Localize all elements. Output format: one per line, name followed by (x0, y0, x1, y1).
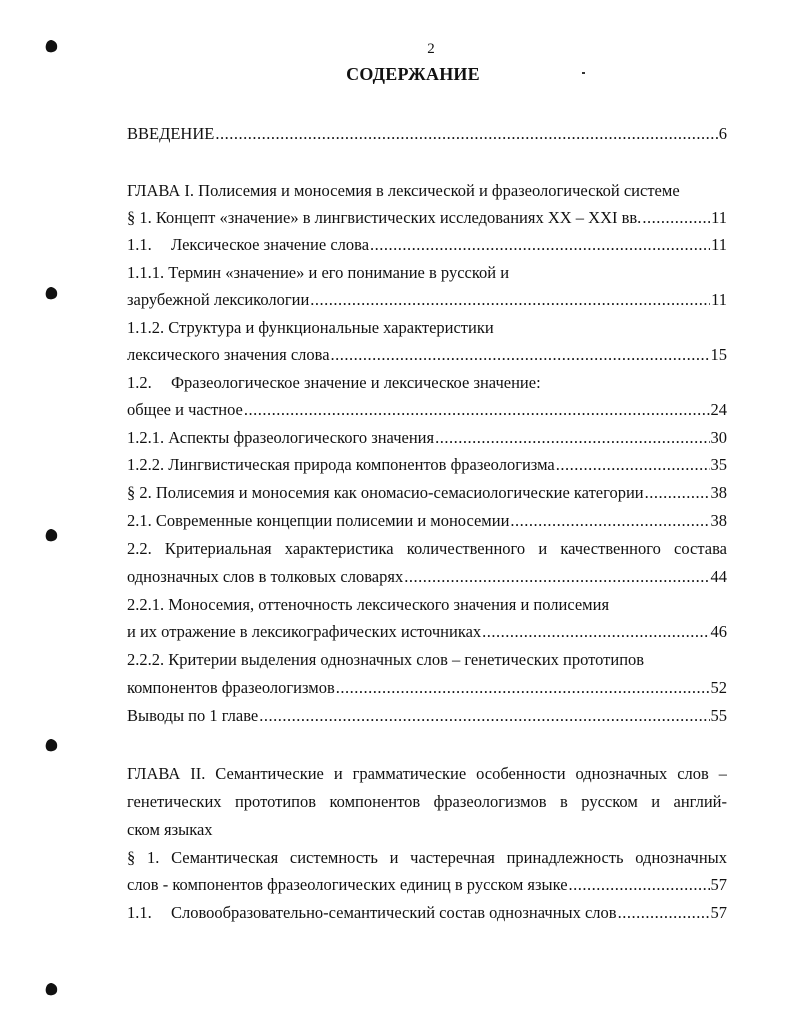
toc-page-number: 11 (711, 208, 727, 227)
dot-leader (404, 566, 709, 588)
toc-entry-label: Словообразовательно-семантический состав однозначных слов (171, 903, 617, 922)
dot-leader (244, 399, 710, 421)
chapter-2-heading-line1: ГЛАВА II. Семантические и грамматические особенности однозначных слов – (127, 764, 727, 783)
dot-leader (336, 677, 710, 699)
toc-entry-2-2-2-line1[interactable]: 2.2.2. Критерии выделения однозначных слов – генетических прототипов (127, 650, 645, 669)
toc-entry-1-2-line1[interactable] (127, 372, 727, 394)
toc-entry-label: общее и частное (127, 400, 243, 419)
toc-entry-label: однозначных слов в толковых словарях (127, 567, 404, 586)
toc-page-number: 6 (718, 124, 727, 143)
toc-entry-section-2[interactable] (127, 482, 727, 504)
toc-entry-1-1[interactable] (127, 234, 727, 256)
dot-leader (331, 344, 710, 366)
toc-page-number: 11 (711, 290, 727, 309)
dot-leader (435, 427, 709, 449)
toc-page-number: 30 (710, 428, 727, 447)
toc-entry-label: § 1. Концепт «значение» в лингвистических исследованиях XX – XXI вв. (127, 208, 642, 227)
page-title: СОДЕРЖАНИЕ (346, 64, 480, 84)
punch-hole-icon (45, 529, 58, 542)
toc-entry-ch2-1-1[interactable] (127, 902, 727, 924)
dot-leader (556, 454, 710, 476)
punch-hole-icon (45, 983, 58, 996)
dot-leader (645, 482, 710, 504)
toc-entry-label: 1.2.1. Аспекты фразеологического значения (127, 428, 435, 447)
toc-entry-label: 1.2.2. Лингвистическая природа компонентов фразеологизма (127, 455, 555, 474)
chapter-1-heading: ГЛАВА I. Полисемия и моносемия в лексической и фразеологической системе (127, 181, 680, 200)
toc-entry-2-1[interactable] (127, 510, 727, 532)
toc-entry-1-2-2[interactable] (127, 454, 727, 476)
dot-leader (618, 902, 710, 924)
dot-leader (482, 621, 709, 643)
toc-entry-2-2-line2[interactable] (127, 566, 727, 588)
toc-page-number: 57 (710, 903, 727, 922)
toc-page-number: 52 (710, 678, 727, 697)
toc-entry-1-2-1[interactable] (127, 427, 727, 449)
scan-speck (582, 72, 585, 74)
toc-entry-number: 1.1. (127, 235, 152, 254)
toc-entry-1-2-line2[interactable] (127, 399, 727, 421)
dot-leader (215, 123, 717, 145)
toc-page-number: 38 (710, 483, 727, 502)
dot-leader (510, 510, 709, 532)
toc-entry-label: 2.1. Современные концепции полисемии и моносемии (127, 511, 510, 530)
toc-entry-2-2-line1[interactable]: 2.2. Критериальная характеристика количественного и качественного состава (127, 539, 727, 558)
chapter-2-heading-line2: генетических прототипов компонентов фразеологизмов в русском и англий- (127, 792, 727, 811)
toc-entry-1-1-2-line1[interactable]: 1.1.2. Структура и функциональные характеристики (127, 318, 494, 337)
toc-entry-conclusions-1[interactable] (127, 705, 727, 727)
toc-page-number: 24 (710, 400, 727, 419)
dot-leader (642, 207, 710, 229)
toc-entry-label: Выводы по 1 главе (127, 706, 259, 725)
page-number: 2 (427, 41, 435, 57)
punch-hole-icon (45, 287, 58, 300)
toc-entry-2-2-2-line2[interactable] (127, 677, 727, 699)
toc-entry-1-1-1-line1[interactable]: 1.1.1. Термин «значение» и его понимание в русской и (127, 263, 510, 282)
toc-entry-label: ВВЕДЕНИЕ (127, 124, 215, 143)
toc-page-number: 38 (710, 511, 727, 530)
toc-entry-label: Фразеологическое значение и лексическое значение: (171, 373, 541, 392)
toc-page-number: 57 (710, 875, 727, 894)
punch-hole-icon (45, 40, 58, 53)
toc-entry-label: § 2. Полисемия и моносемия как ономасио-семасиологические категории (127, 483, 644, 502)
toc-entry-label: Лексическое значение слова (171, 235, 370, 254)
toc-entry-label: лексического значения слова (127, 345, 330, 364)
toc-entry-1-1-1-line2[interactable] (127, 289, 727, 311)
toc-entry-label: компонентов фразеологизмов (127, 678, 335, 697)
toc-entry-label: слов - компонентов фразеологических единиц в русском языке (127, 875, 568, 894)
dot-leader (569, 874, 710, 896)
punch-hole-icon (45, 739, 58, 752)
dot-leader (259, 705, 709, 727)
toc-entry-section-1[interactable] (127, 207, 727, 229)
toc-page-number: 44 (710, 567, 727, 586)
toc-entry-ch2-section-1-line1[interactable]: § 1. Семантическая системность и частеречная принадлежность однозначных (127, 848, 727, 867)
dot-leader (310, 289, 710, 311)
toc-page-number: 11 (711, 235, 727, 254)
toc-entry-label: зарубежной лексикологии (127, 290, 310, 309)
toc-page-number: 15 (710, 345, 727, 364)
toc-page-number: 55 (710, 706, 727, 725)
toc-entry-introduction[interactable] (127, 123, 727, 145)
toc-entry-ch2-section-1-line2[interactable] (127, 874, 727, 896)
toc-entry-2-2-1-line2[interactable] (127, 621, 727, 643)
toc-entry-number: 1.1. (127, 903, 152, 922)
chapter-2-heading-line3: ском языках (127, 820, 213, 839)
toc-entry-label: и их отражение в лексикографических источниках (127, 622, 482, 641)
toc-page-number: 46 (710, 622, 727, 641)
toc-entry-number: 1.2. (127, 373, 152, 392)
toc-entry-1-1-2-line2[interactable] (127, 344, 727, 366)
toc-page-number: 35 (710, 455, 727, 474)
toc-entry-2-2-1-line1[interactable]: 2.2.1. Моносемия, оттеночность лексического значения и полисемия (127, 595, 610, 614)
dot-leader (370, 234, 710, 256)
